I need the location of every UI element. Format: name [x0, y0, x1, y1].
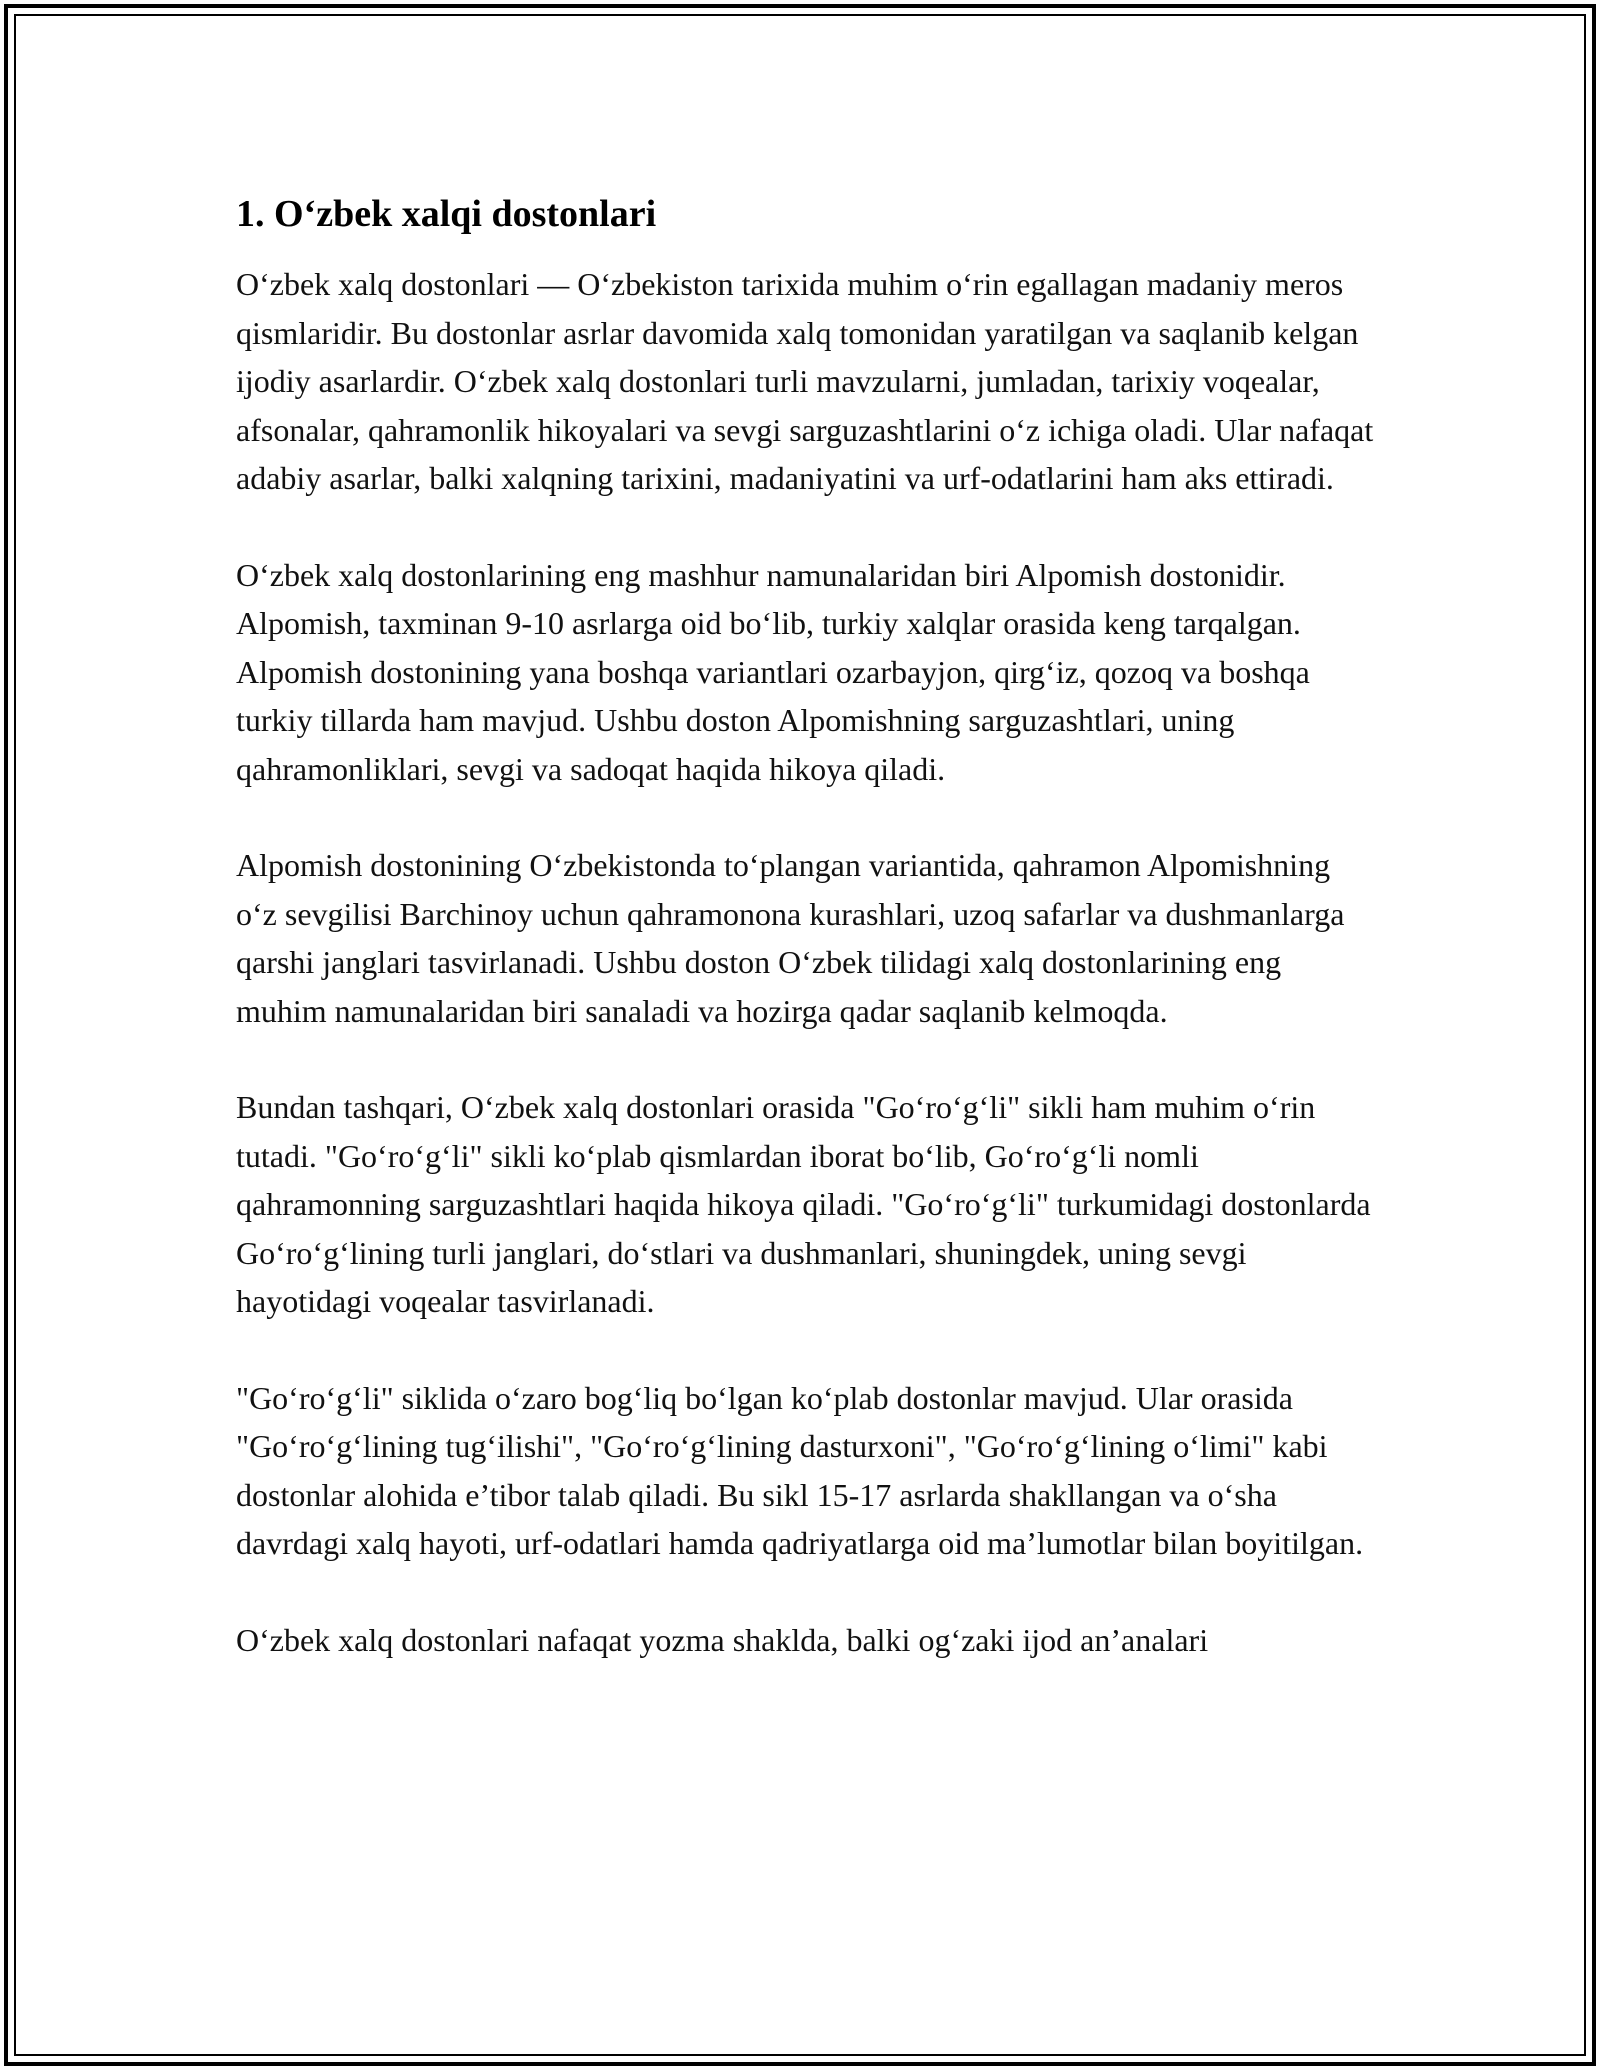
paragraph-3: Alpomish dostonining O‘zbekistonda to‘plangan variantida, qahramon Alpomishning o‘z sevgilisi Barchinoy uchun qahramonona kurashlari, uzoq safarlar va dushmanlarga qarshi janglari tasvirlanadi. Ushbu doston O‘zbek tilidagi xalq dostonlarining eng muhim namunalaridan biri sanaladi va hozirga qadar saqlanib kelmoqda.: [236, 847, 1345, 1029]
paragraph-4: Bundan tashqari, O‘zbek xalq dostonlari orasida "Go‘ro‘g‘li" sikli ham muhim o‘rin tutadi. "Go‘ro‘g‘li" sikli ko‘plab qismlardan iborat bo‘lib, Go‘ro‘g‘li nomli qahramonning sarguzashtlari haqida hikoya qiladi. "Go‘ro‘g‘li" turkumidagi dostonlarda Go‘ro‘g‘lining turli janglari, do‘stlari va dushmanlari, shuningdek, uning sevgi hayotidagi voqealar tasvirlanadi.: [236, 1089, 1371, 1319]
section-heading: 1. O‘zbek xalqi dostonlari: [236, 193, 657, 235]
paragraph-5: "Go‘ro‘g‘li" siklida o‘zaro bog‘liq bo‘lgan ko‘plab dostonlar mavjud. Ular orasida "Go‘ro‘g‘lining tug‘ilishi", "Go‘ro‘g‘lining dasturxoni", "Go‘ro‘g‘lining o‘limi" kabi dostonlar alohida e’tibor talab qiladi. Bu sikl 15-17 asrlarda shakllangan va o‘sha davrdagi xalq hayoti, urf-odatlari hamda qadriyatlarga oid ma’lumotlar bilan boyitilgan.: [236, 1379, 1364, 1561]
paragraph-2: O‘zbek xalq dostonlarining eng mashhur namunalaridan biri Alpomish dostonidir. Alpomish, taxminan 9-10 asrlarga oid bo‘lib, turkiy xalqlar orasida keng tarqalgan. Alpomish dostonining yana boshqa variantlari ozarbayjon, qirg‘iz, qozoq va boshqa turkiy tillarda ham mavjud. Ushbu doston Alpomishning sarguzashtlari, uning qahramonliklari, sevgi va sadoqat haqida hikoya qiladi.: [236, 556, 1310, 787]
document-body: [236, 188, 1376, 1664]
paragraph-6: O‘zbek xalq dostonlari nafaqat yozma shaklda, balki og‘zaki ijod an’analari: [236, 1621, 1209, 1658]
paragraph-1: O‘zbek xalq dostonlari — O‘zbekiston tarixida muhim o‘rin egallagan madaniy meros qismlaridir. Bu dostonlar asrlar davomida xalq tomonidan yaratilgan va saqlanib kelgan ijodiy asarlardir. O‘zbek xalq dostonlari turli mavzularni, jumladan, tarixiy voqealar, afsonalar, qahramonlik hikoyalari va sevgi sarguzashtlarini o‘z ichiga oladi. Ular nafaqat adabiy asarlar, balki xalqning tarixini, madaniyatini va urf-odatlarini ham aks ettiradi.: [236, 266, 1374, 496]
